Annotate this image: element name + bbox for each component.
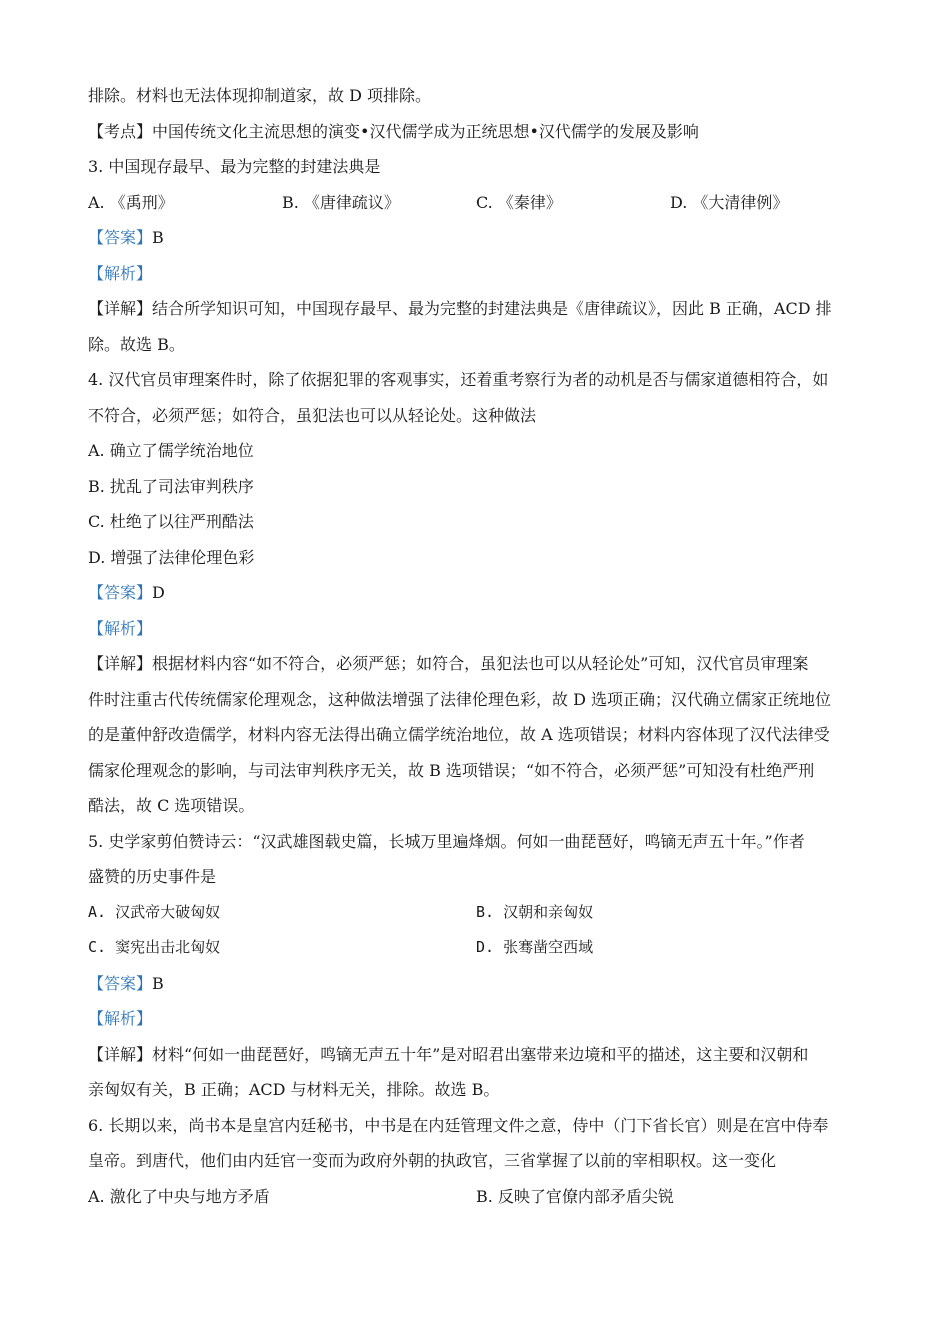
q6-stem-line: 6. 长期以来，尚书本是皇宫内廷秘书，中书是在内廷管理文件之意，侍中（门下省长官）则是在宫中侍奉 (88, 1115, 829, 1135)
q5-option-b: B. 汉朝和亲匈奴 (476, 902, 594, 921)
q5-stem-line: 5. 史学家剪伯赞诗云：“汉武雄图载史篇，长城万里遍烽烟。何如一曲琵琶好，鸣镝无声五十年。”作者 (88, 831, 805, 851)
q3-answer-label: 【答案】 (88, 228, 153, 247)
q3-answer (88, 220, 864, 256)
q3-detail-line: 【详解】结合所学知识可知，中国现存最早、最为完整的封建法典是《唐律疏议》，因此 B 正确，ACD 排 (88, 299, 832, 318)
q4-detail-line: 件时注重古代传统儒家伦理观念，这种做法增强了法律伦理色彩，故 D 选项正确；汉代确立儒家正统地位 (88, 689, 832, 709)
q3-option-c: C. 《秦律》 (476, 192, 562, 212)
q4-option-c: C. 杜绝了以往严刑酷法 (88, 512, 254, 531)
q6-stem-line: 皇帝。到唐代，他们由内廷官一变而为政府外朝的执政官，三省掌握了以前的宰相职权。这一变化 (88, 1151, 777, 1170)
q3-options (88, 185, 864, 221)
document-page (88, 78, 864, 1214)
q5-stem-line: 盛赞的历史事件是 (88, 867, 217, 886)
q4-analysis-label: 【解析】 (88, 618, 153, 638)
q4-stem-line: 4. 汉代官员审理案件时，除了依据犯罪的客观事实，还着重考察行为者的动机是否与儒家道德相符合，如 (88, 370, 829, 389)
q5-options-row (88, 895, 864, 931)
q2-tail-line: 排除。材料也无法体现抑制道家，故 D 项排除。 (88, 86, 432, 105)
q5-answer-value: B (152, 973, 164, 993)
q5-option-d: D. 张骞凿空西域 (476, 938, 594, 956)
q3-option-a: A. 《禹刑》 (88, 192, 174, 212)
q4-option-d: D. 增强了法律伦理色彩 (88, 547, 255, 567)
q4-answer-value: D (152, 583, 165, 602)
q4-detail-line: 的是董仲舒改造儒学，材料内容无法得出确立儒学统治地位，故 A 选项错误；材料内容体现了汉代法律受 (88, 725, 830, 744)
q3-option-d: D. 《大清律例》 (670, 192, 789, 212)
q3-analysis-label: 【解析】 (88, 263, 153, 283)
q4-answer-label: 【答案】 (88, 583, 153, 602)
q4-option-a: A. 确立了儒学统治地位 (88, 441, 254, 460)
q5-option-c: C. 窦宪出击北匈奴 (88, 938, 221, 956)
q3-option-b: B. 《唐律疏议》 (282, 192, 400, 212)
q6-option-a: A. 激化了中央与地方矛盾 (88, 1186, 270, 1206)
q4-option-b: B. 扰乱了司法审判秩序 (88, 476, 254, 496)
q4-answer (88, 575, 864, 611)
q4-detail-line: 【详解】根据材料内容“如不符合，必须严惩；如符合，虽犯法也可以从轻论处”可知，汉代官员审理案 (88, 654, 809, 673)
q4-stem-line: 不符合，必须严惩；如符合，虽犯法也可以从轻论处。这种做法 (88, 405, 537, 425)
q6-option-b: B. 反映了官僚内部矛盾尖锐 (476, 1186, 674, 1206)
q4-detail-line: 儒家伦理观念的影响，与司法审判秩序无关，故 B 选项错误；“如不符合，必须严惩”可知没有杜绝严刑 (88, 760, 815, 780)
q5-options-row (88, 930, 864, 966)
q4-detail-line: 酷法，故 C 选项错误。 (88, 796, 255, 815)
q3-detail-line: 除。故选 B。 (88, 334, 185, 354)
q5-option-a: A. 汉武帝大破匈奴 (88, 902, 221, 921)
q6-options-row (88, 1179, 864, 1215)
q5-detail-line: 亲匈奴有关，B 正确；ACD 与材料无关，排除。故选 B。 (88, 1080, 500, 1099)
q2-kaodian: 【考点】中国传统文化主流思想的演变•汉代儒学成为正统思想•汉代儒学的发展及影响 (88, 121, 699, 141)
q5-analysis-label: 【解析】 (88, 1009, 153, 1028)
q5-answer (88, 966, 864, 1002)
q5-answer-label: 【答案】 (88, 973, 153, 993)
q3-answer-value: B (152, 228, 164, 247)
q3-stem: 3. 中国现存最早、最为完整的封建法典是 (88, 157, 381, 176)
q5-detail-line: 【详解】材料“何如一曲琵琶好，鸣镝无声五十年”是对昭君出塞带来边境和平的描述，这主要和汉朝和 (88, 1044, 809, 1064)
